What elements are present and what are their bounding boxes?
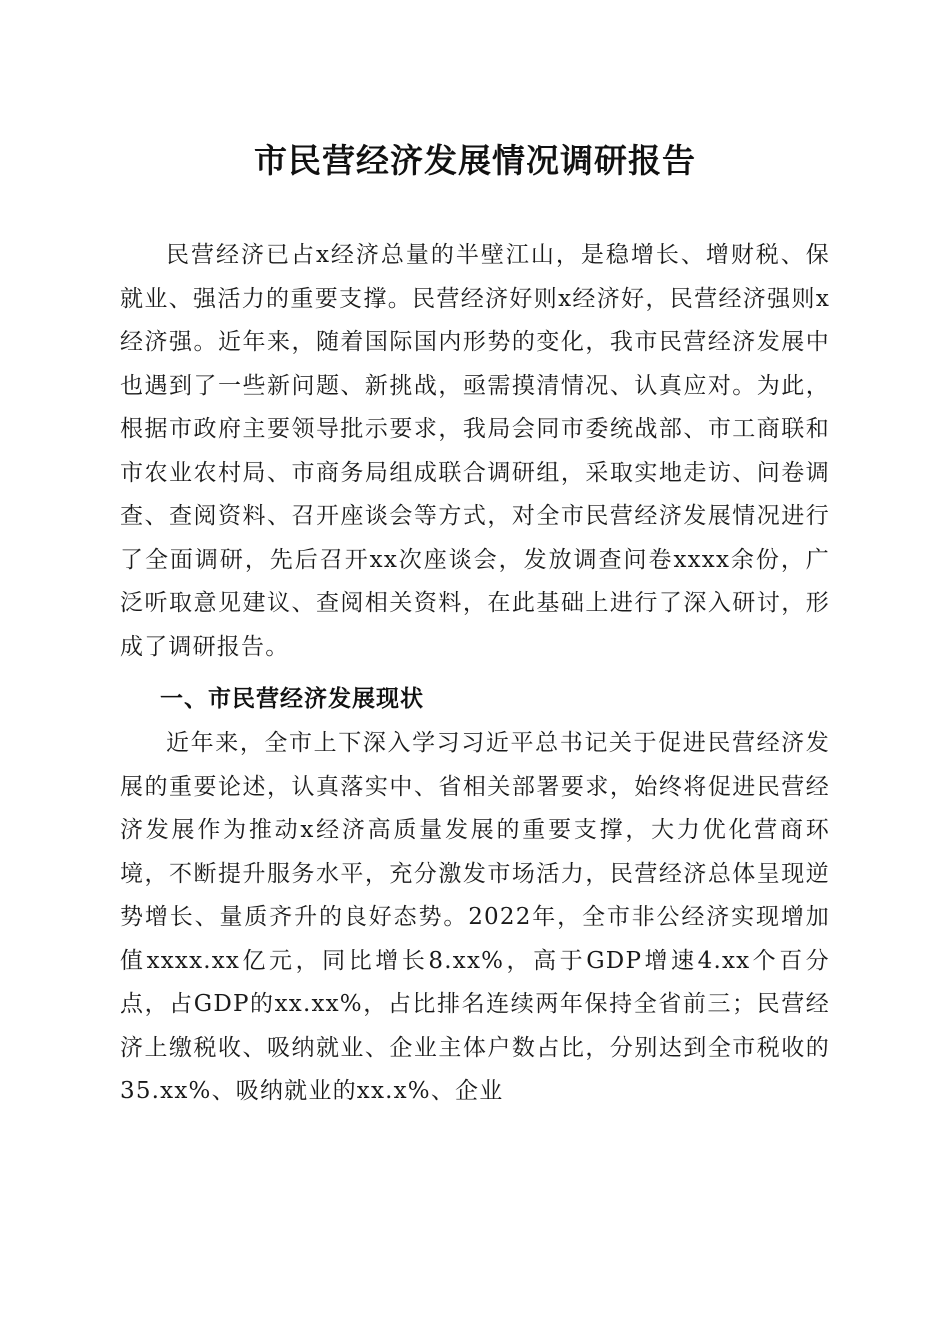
intro-paragraph: 民营经济已占x经济总量的半壁江山，是稳增长、增财税、保就业、强活力的重要支撑。民营经济好则x经济好，民营经济强则x经济强。近年来，随着国际国内形势的变化，我市民营经济发展中也遇到了一些新问题、新挑战，亟需摸清情况、认真应对。为此，根据市政府主要领导批示要求，我局会同市委统战部、市工商联和市农业农村局、市商务局组成联合调研组，采取实地走访、问卷调查、查阅资料、召开座谈会等方式，对全市民营经济发展情况进行了全面调研，先后召开xx次座谈会，发放调查问卷xxxx余份，广泛听取意见建议、查阅相关资料，在此基础上进行了深入研讨，形成了调研报告。: [120, 242, 830, 660]
section-1-paragraph: 近年来，全市上下深入学习习近平总书记关于促进民营经济发展的重要论述，认真落实中、省相关部署要求，始终将促进民营经济发展作为推动x经济高质量发展的重要支撑，大力优化营商环境，不断提升服务水平，充分激发市场活力，民营经济总体呈现逆势增长、量质齐升的良好态势。2022年，全市非公经济实现增加值xxxx.xx亿元，同比增长8.xx%，高于GDP增速4.xx个百分点，占GDP的xx.xx%，占比排名连续两年保持全省前三；民营经济上缴税收、吸纳就业、企业主体户数占比，分别达到全市税收的35.xx%、吸纳就业的xx.x%、企业: [120, 730, 830, 1104]
section-heading-1: 一、市民营经济发展现状: [160, 686, 424, 712]
section-1-paragraph-block: [120, 722, 830, 1114]
intro-paragraph-block: [120, 234, 830, 669]
document-title: 市民营经济发展情况调研报告: [254, 141, 696, 180]
